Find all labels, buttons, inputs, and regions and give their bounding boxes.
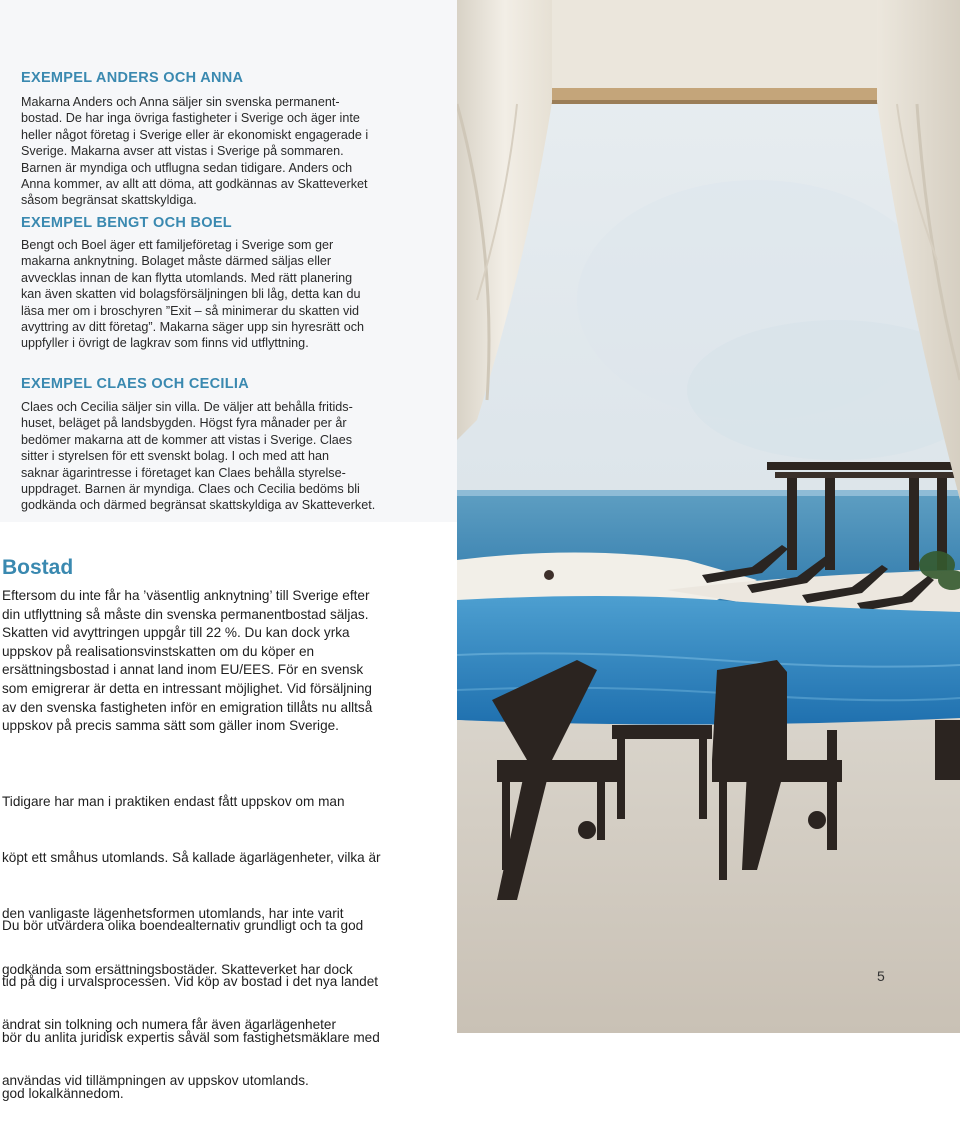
body-paragraph: Du bör utvärdera olika boendealternativ grundligt och ta god tid på dig i urvalsprocessen. Vid köp av bostad i det nya landet bör du anlita juridisk expertis såväl som fastighetsmäklare med god lokalkännedom. — [2, 918, 380, 1101]
example-text: Claes och Cecilia säljer sin villa. De väljer att behålla fritids- huset, beläget på landsbygden. Högst fyra månader per år bedömer makarna att de kommer att vistas i Sverige. Claes sitter i styrelsen för ett svenskt bolag. I och med att han saknar ägarintresse i företaget kan Claes behålla styrelse- uppdraget. Barnen är myndiga. Claes och Cecilia bedöms bli godkända och därmed begränsat skattskyldiga av Skatteverket. — [21, 400, 376, 513]
example-title: EXEMPEL BENGT OCH BOEL — [21, 215, 232, 231]
body-paragraph: Tidigare har man i praktiken endast fått uppskov om man köpt ett småhus utomlands. Så kallade ägarlägenheter, vilka är den vanligaste lägenhetsformen utomlands, har inte varit godkända som ersättningsbostäder. Skatteverket har dock ändrat sin tolkning och numera får även ägarlägenheter användas vid tillämpningen av uppskov utomlands. — [2, 794, 381, 1089]
section-title: Bostad — [2, 556, 74, 579]
example-title: EXEMPEL ANDERS OCH ANNA — [21, 70, 244, 86]
example-title: EXEMPEL CLAES OCH CECILIA — [21, 376, 249, 392]
examples-sidebar — [0, 0, 457, 522]
pool-photo — [457, 0, 960, 1033]
example-text: Makarna Anders och Anna säljer sin svenska permanent- bostad. De har inga övriga fastigheter i Sverige och äger inte heller något företag i Sverige eller är ekonomiskt engagerade i Sverige. Makarna avser att vistas i Sverige på sommaren. Barnen är myndiga och utflugna sedan tidigare. Anders och Anna kommer, av allt att döma, att godkännas av Skatteverket såsom begränsat skattskyldiga. — [21, 95, 369, 208]
body-paragraph: Eftersom du inte får ha ’väsentlig anknytning’ till Sverige efter din utflyttning så måste din svenska permanentbostad säljas. Skatten vid avyttringen uppgår till 22 %. Du kan dock yrka uppskov på realisationsvinstskatten om du köper en ersättningsbostad i annat land inom EU/EES. För en svensk som emigrerar är detta en intressant möjlighet. Vid försäljning av den svenska fastigheten inför en emigration tillåts nu alltså uppskov på precis samma sätt som gäller inom Sverige. — [2, 588, 373, 734]
page-number: 5 — [877, 968, 885, 984]
example-text: Bengt och Boel äger ett familjeföretag i Sverige som ger makarna anknytning. Bolaget måste därmed säljas eller avvecklas innan de kan flytta utomlands. Med rätt planering kan även skatten vid bolagsförsäljningen bli låg, detta kan du läsa mer om i broschyren ”Exit – så minimerar du skatten vid avyttring av ditt företag”. Makarna säger upp sin hyresrätt och uppfyller i övrigt de lagkrav som finns vid utflyttning. — [21, 238, 364, 351]
